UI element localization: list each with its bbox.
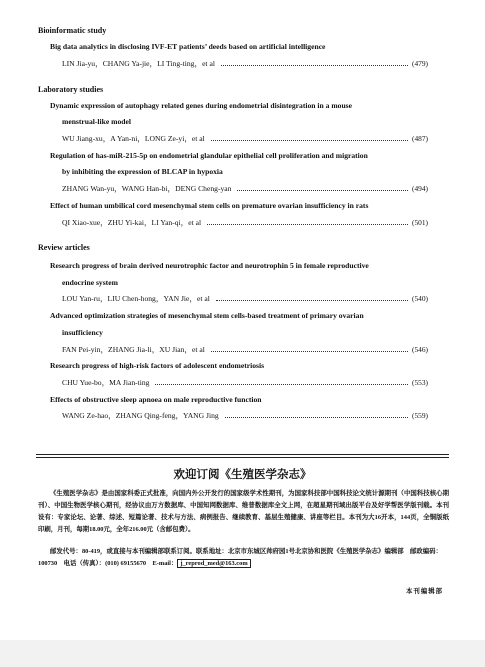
dot-leader	[155, 383, 408, 385]
article-authors-row	[62, 294, 428, 304]
dot-leader	[211, 139, 408, 141]
dot-leader	[211, 350, 408, 352]
article-authors-row	[62, 378, 428, 388]
dot-leader	[207, 223, 408, 225]
divider	[36, 457, 449, 458]
article-title-continued[interactable]: menstrual-like model	[62, 117, 131, 126]
article-authors-row	[62, 59, 428, 69]
dot-leader	[237, 189, 408, 191]
subscription-title: 欢迎订阅《生殖医学杂志》	[173, 469, 312, 481]
article-title-continued[interactable]: by inhibiting the expression of BLCAP in hypoxia	[62, 167, 223, 176]
editorial-signature: 本刊编辑部	[406, 588, 443, 595]
article-title[interactable]: Big data analytics in disclosing IVF-ET patients’ deeds based on artificial intelligence	[50, 42, 326, 51]
article-title-continued[interactable]: endocrine system	[62, 278, 118, 287]
article-authors: LIN Jia-yu，CHANG Ya-jie，LI Ting-ting，et al	[62, 59, 215, 68]
contact-info: 邮发代号：80-419，或直接与本刊编辑部联系订阅。联系地址：北京市东城区帅府园1号北京协和医院《生殖医学杂志》编辑部 邮政编码：100730 电话（传真）：(010) 69155670 E-mail：	[38, 548, 442, 567]
dot-leader	[216, 299, 408, 301]
subscription-body: 《生殖医学杂志》是由国家科委正式批准，向国内外公开发行的国家级学术性期刊，为国家科技部中国科技论文统计源期刊（中国科技核心期刊）、中国生物医学核心期刊，经协议由万方数据库、中国知网数据库、维普数据库全文上网，在超星期刊域出版平台及好学帮医学版刊载。本刊设有：专家论坛、论著、综述、短篇论著、技术与方法、病例报告、继续教育、基层生殖健康、讲座等栏目。本刊为大16开本，144页，全铜版纸印刷，月刊，每期18.00元，全年216.00元（含邮包费）。	[38, 490, 449, 533]
email-link[interactable]: j_reprod_med@163.com	[177, 559, 250, 568]
article-title[interactable]: Research progress of high-risk factors of adolescent endometriosis	[50, 361, 265, 370]
divider	[36, 454, 449, 455]
article-title[interactable]: Dynamic expression of autophagy related genes during endometrial disintegration in a mouse	[50, 101, 352, 110]
article-authors-row	[62, 218, 428, 228]
article-authors-row	[62, 345, 428, 355]
article-authors: WANG Ze-hao，ZHANG Qing-feng，YANG Jing	[62, 411, 219, 420]
article-title[interactable]: Regulation of has-miR-215-5p on endometrial glandular epithelial cell proliferation and migration	[50, 151, 368, 160]
page-number: (494)	[411, 184, 428, 193]
article-title[interactable]: Research progress of brain derived neurotrophic factor and neurotrophin 5 in female reproductive	[50, 261, 369, 270]
article-authors: QI Xiao-xue，ZHU Yi-kai，LI Yan-qi，et al	[62, 218, 202, 227]
dot-leader	[221, 64, 408, 66]
article-authors: WU Jiang-xu，A Yan-ni，LONG Ze-yi，et al	[62, 134, 205, 143]
article-title-continued[interactable]: insufficiency	[62, 328, 103, 337]
article-authors: ZHANG Wan-yu，WANG Han-bi，DENG Cheng-yan	[62, 184, 232, 193]
page-number: (540)	[411, 294, 428, 303]
article-authors-row	[62, 184, 428, 194]
section-heading: Review articles	[38, 243, 90, 252]
article-title[interactable]: Effect of human umbilical cord mesenchymal stem cells on premature ovarian insufficiency in rats	[50, 201, 369, 210]
article-authors: LOU Yan-ru，LIU Chen-hong，YAN Jie，et al	[62, 294, 210, 303]
subscription-contact	[38, 546, 449, 570]
dot-leader	[225, 416, 408, 418]
article-authors: CHU Yue-bo，MA Jian-ting	[62, 378, 150, 387]
article-authors-row	[62, 134, 428, 144]
page-number: (479)	[411, 59, 428, 68]
page-number: (553)	[411, 378, 428, 387]
article-authors: FAN Pei-yin，ZHANG Jia-li，XU Jian，et al	[62, 345, 205, 354]
page-number: (546)	[411, 345, 428, 354]
article-title[interactable]: Advanced optimization strategies of mesenchymal stem cells-based treatment of primary ovarian	[50, 311, 364, 320]
section-heading: Laboratory studies	[38, 85, 104, 94]
page-number: (501)	[411, 218, 428, 227]
section-heading: Bioinformatic study	[38, 26, 107, 35]
article-title[interactable]: Effects of obstructive sleep apnoea on male reproductive function	[50, 395, 262, 404]
article-authors-row	[62, 411, 428, 421]
page-number: (487)	[411, 134, 428, 143]
page-number: (559)	[411, 411, 428, 420]
